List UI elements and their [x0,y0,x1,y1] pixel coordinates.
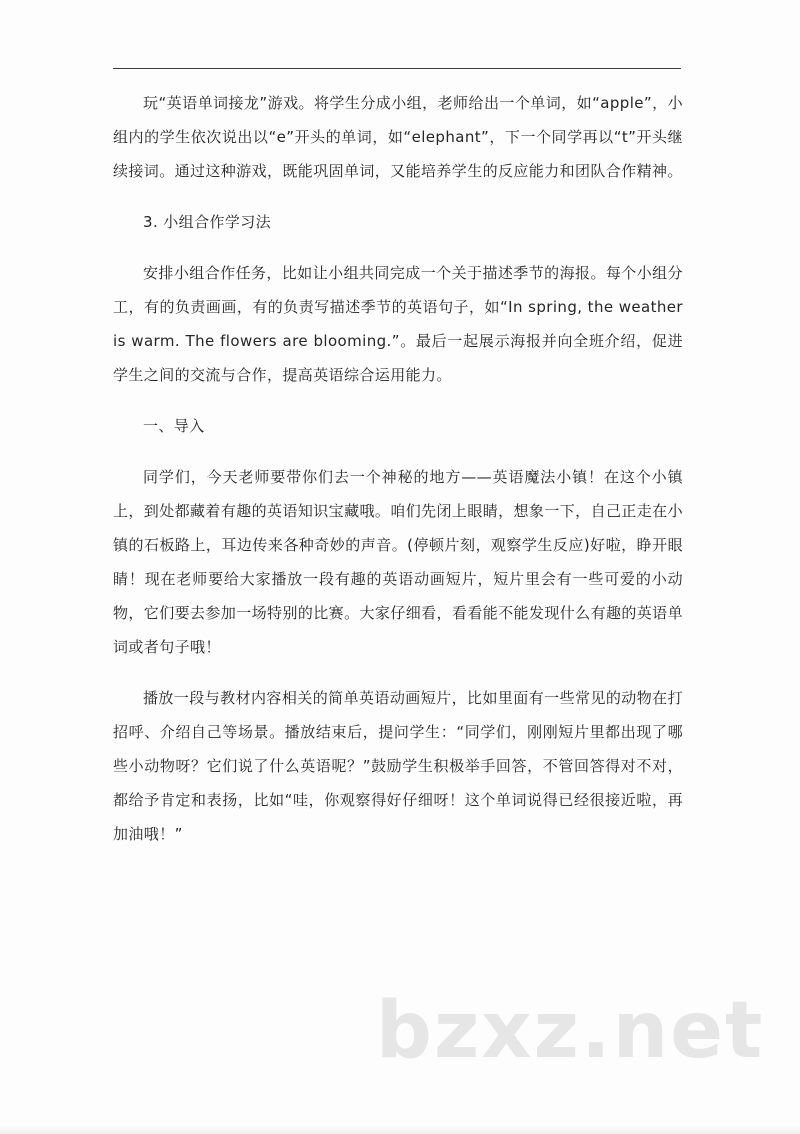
site-watermark: bzxz.net [376,986,765,1076]
section-heading-group-learning: 3. 小组合作学习法 [143,213,272,231]
header-rule [113,68,681,69]
section-heading-introduction: 一、导入 [143,417,205,435]
document-body [113,86,683,868]
paragraph-group-poster-task: 安排小组合作任务，比如让小组共同完成一个关于描述季节的海报。每个小组分工，有的负责画画，有的负责写描述季节的英语句子，如“In spring, the weather is warm. The flowers are blooming.”。最后一起展示海报并向全班介绍，促进学生之间的交流与合作，提高英语综合运用能力。 [113,264,683,384]
page-bottom-shade [0,1126,800,1134]
paragraph-magic-town-intro: 同学们，今天老师要带你们去一个神秘的地方——英语魔法小镇！在这个小镇上，到处都藏着有趣的英语知识宝藏哦。咱们先闭上眼睛，想象一下，自己正走在小镇的石板路上，耳边传来各种奇妙的声音。(停顿片刻，观察学生反应)好啦，睁开眼睛！现在老师要给大家播放一段有趣的英语动画短片，短片里会有一些可爱的小动物，它们要去参加一场特别的比赛。大家仔细看，看看能不能发现什么有趣的英语单词或者句子哦！ [113,468,683,656]
paragraph-word-chain-game: 玩“英语单词接龙”游戏。将学生分成小组，老师给出一个单词，如“apple”，小组内的学生依次说出以“e”开头的单词，如“elephant”，下一个同学再以“t”开头继续接词。通过这种游戏，既能巩固单词，又能培养学生的反应能力和团队合作精神。 [113,94,683,180]
paragraph-animation-clip: 播放一段与教材内容相关的简单英语动画短片，比如里面有一些常见的动物在打招呼、介绍自己等场景。播放结束后，提问学生：“同学们，刚刚短片里都出现了哪些小动物呀？它们说了什么英语呢？”鼓励学生积极举手回答，不管回答得对不对，都给予肯定和表扬，比如“哇，你观察得好仔细呀！这个单词说得已经很接近啦，再加油哦！” [113,689,683,843]
